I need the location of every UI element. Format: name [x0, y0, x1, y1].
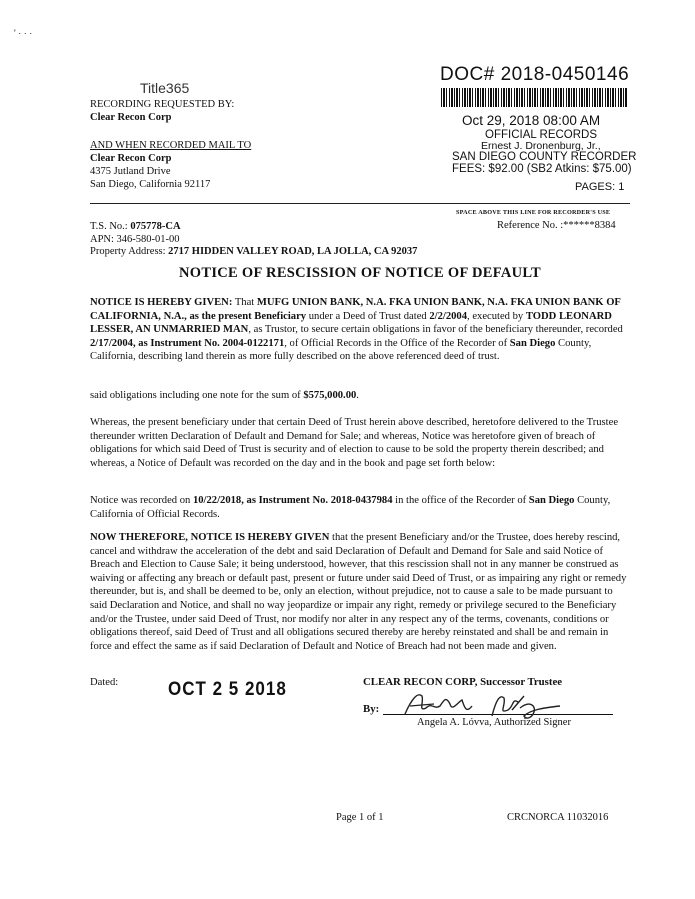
nod-county: San Diego	[528, 495, 575, 506]
page-indicator: Page 1 of 1	[336, 812, 384, 823]
deed-instrument-number: Instrument No. 2004-0122171	[150, 337, 285, 349]
doc-number: DOC# 2018-0450146	[440, 64, 630, 85]
nod-recorded-date: 10/22/2018	[192, 495, 242, 506]
p2-text-1: said obligations including one note for the sum of	[90, 390, 304, 401]
signer-name: Angela A. Lóvva, Authorized Signer	[417, 717, 571, 728]
ts-number: 075778-CA	[130, 221, 181, 232]
requester-name: Clear Recon Corp	[90, 112, 172, 123]
deed-county: San Diego	[509, 337, 556, 349]
beneficiary-name: MUFG UNION BANK, N.A. FKA UNION BANK, N.A. FKA UNION BANK OF CALIFORNIA, N.A., as the present Beneficiary	[90, 297, 621, 322]
p1-text-7: County, California, describing land therein as more fully described on the above referenced deed of trust.	[90, 337, 592, 363]
mail-to-street: 4375 Jutland Drive	[90, 166, 171, 177]
recording-requested-label: RECORDING REQUESTED BY:	[90, 99, 235, 110]
form-code: CRCNORCA 11032016	[507, 812, 609, 823]
dated-stamp: OCT 2 5 2018	[168, 677, 287, 700]
dated-label: Dated:	[90, 677, 119, 688]
by-label: By:	[363, 703, 380, 715]
paragraph-rescission	[90, 531, 630, 653]
deed-date: 2/2/2004	[429, 310, 468, 322]
notice-given-lead: NOTICE IS HEREBY GIVEN:	[90, 297, 233, 308]
rescission-text: that the present Beneficiary and/or the Trustee, does hereby rescind, cancel and withdraw the acceleration of the debt and said Declaration of Default and Demand for Sale and said Notice of Breach and Election to Cause Sale; it being understood, however, that this rescission shall not in any manner be construed as waiving or affecting any breach or default past, present or future under said Deed of Trust, or as impairing any right or remedy thereunder, but is, and shall be deemed to be, only an election, without prejudice, not to cause a sale to be made pursuant to said Declaration and Notice, and shall no way jeopardize or impair any right, remedy or privilege secured to the Beneficiary and/or the Trustee, under said Deed of Trust, nor modify nor alter in any respect any of the terms, covenants, conditions or obligations thereof, said Deed of Trust and all obligations secured thereby are hereby reinstated and shall be and remain in force and effect the same as if said Declaration of Default and Notice of Breach had not been made and given.	[90, 532, 627, 652]
p1-text-4: , as Trustor, to secure certain obligations in favor of the beneficiary thereunder, recorded	[248, 324, 623, 336]
recorder-name: Ernest J. Dronenburg, Jr.,	[481, 140, 601, 152]
official-records-label: OFFICIAL RECORDS	[485, 129, 598, 141]
recorder-office: SAN DIEGO COUNTY RECORDER	[452, 151, 637, 163]
p1-text-2: under a Deed of Trust dated	[306, 310, 430, 322]
p1-text-1: That	[232, 297, 257, 308]
property-address-label: Property Address:	[90, 246, 169, 257]
paragraph-nod-recorded	[90, 494, 630, 521]
space-above-note: SPACE ABOVE THIS LINE FOR RECORDER'S USE	[456, 209, 611, 216]
apn-line: APN: 346-580-01-00	[90, 234, 180, 245]
successor-trustee: CLEAR RECON CORP, Successor Trustee	[363, 676, 563, 688]
p1-text-6: , of Official Records in the Office of the Recorder of	[284, 337, 510, 349]
paragraph-whereas: Whereas, the present beneficiary under that certain Deed of Trust herein above described, heretofore delivered to the Trustee thereunder written Declaration of Default and Demand for Sale; and whereas, Notice was heretofore given of breach of obligations for which said Deed of Trust is security and of election to cause to be sold the property therein described; and whereas, a Notice of Default was recorded on the day and in the book and page set forth below:	[90, 417, 619, 469]
now-therefore-lead: NOW THEREFORE, NOTICE IS HEREBY GIVEN	[90, 532, 330, 543]
note-amount: $575,000.00	[303, 390, 357, 401]
title-company-tag: Title365	[140, 80, 190, 96]
p4-text-3: in the office of the Recorder of	[392, 495, 529, 506]
document-title: NOTICE OF RESCISSION OF NOTICE OF DEFAULT	[179, 265, 541, 281]
paragraph-notice	[90, 296, 630, 364]
p1-text-3: , executed by	[467, 310, 526, 322]
recording-datetime: Oct 29, 2018 08:00 AM	[462, 113, 601, 128]
barcode-image	[441, 88, 628, 107]
mail-to-name: Clear Recon Corp	[90, 153, 172, 164]
trustor-name: TODD LEONARD LESSER, AN UNMARRIED MAN	[90, 310, 612, 336]
mail-to-city: San Diego, California 92117	[90, 179, 211, 190]
property-address-line	[90, 245, 417, 258]
paragraph-obligations	[90, 389, 630, 403]
corner-mark: ' · · ·	[14, 28, 33, 38]
nod-instrument-number: Instrument No. 2018-0437984	[258, 495, 393, 506]
mail-to-heading: AND WHEN RECORDED MAIL TO	[90, 140, 252, 151]
p4-text-2: , as	[241, 495, 259, 506]
recorder-separator	[90, 203, 630, 204]
p4-text-1: Notice was recorded on	[90, 495, 193, 506]
ts-number-line	[90, 220, 181, 233]
p2-text-2: .	[356, 390, 359, 401]
page-count: PAGES: 1	[575, 181, 625, 193]
deed-recorded-date: 2/17/2004	[90, 337, 133, 349]
recording-fees: FEES: $92.00 (SB2 Atkins: $75.00)	[452, 163, 632, 175]
p4-text-4: County, California of Official Records.	[90, 495, 611, 520]
p1-text-5: , as	[132, 337, 151, 349]
reference-number: Reference No. :******8384	[497, 220, 616, 231]
ts-number-label: T.S. No.:	[90, 221, 131, 232]
property-address: 2717 HIDDEN VALLEY ROAD, LA JOLLA, CA 92037	[168, 246, 418, 257]
